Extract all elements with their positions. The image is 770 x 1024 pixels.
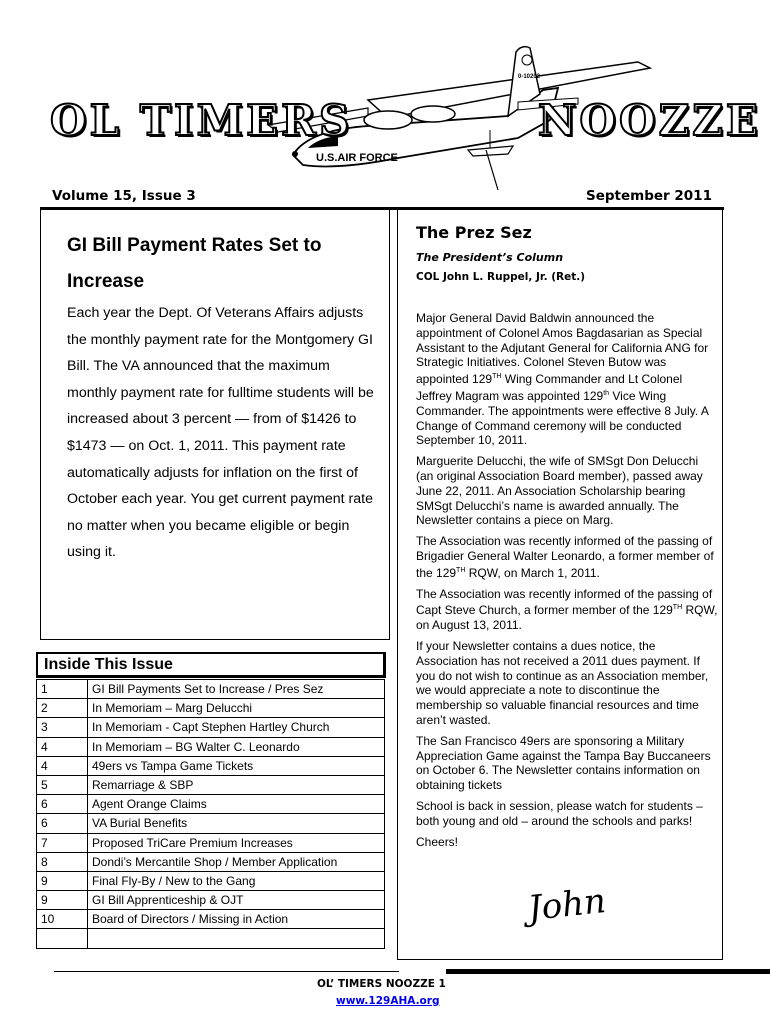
prez-paragraph: Cheers!: [416, 834, 459, 849]
toc-row: [37, 929, 385, 948]
toc-page-number: 1: [37, 680, 88, 699]
toc-entry-title: [88, 929, 385, 948]
toc-row: [37, 795, 385, 814]
toc-page-number: 6: [37, 814, 88, 833]
aircraft-marking: U.S.AIR FORCE: [316, 152, 398, 164]
article-title: GI Bill Payment Rates Set to Increase: [67, 235, 322, 292]
prez-paragraph: The Association was recently informed of the passing of Capt Steve Church, a former member of the 129TH RQW, on August 13, 2011.: [416, 586, 718, 633]
toc-entry-title: 49ers vs Tampa Game Tickets: [88, 756, 385, 775]
toc-page-number: 7: [37, 833, 88, 852]
toc-entry-title: GI Bill Payments Set to Increase / Pres Sez: [88, 680, 385, 699]
toc-entry-title: Final Fly-By / New to the Gang: [88, 871, 385, 890]
volume-issue: Volume 15, Issue 3: [52, 188, 196, 204]
toc-row: [37, 910, 385, 929]
toc-entry-title: Board of Directors / Missing in Action: [88, 910, 385, 929]
toc-row: [37, 814, 385, 833]
toc-row: [37, 699, 385, 718]
toc-row: [37, 775, 385, 794]
footer-page-label: OL’ TIMERS NOOZZE 1: [317, 978, 446, 990]
toc-entry-title: In Memoriam – Marg Delucchi: [88, 699, 385, 718]
toc-row: [37, 737, 385, 756]
signature: John: [526, 881, 608, 929]
prez-paragraph: Marguerite Delucchi, the wife of SMSgt Don Delucchi (an original Association Board member), passed away June 22, 2011. An Association Scholarship bearing SMSgt Delucchi’s name is awarded annually. The Newsletter contains a piece on Marg.: [416, 454, 703, 528]
footer-rule: [54, 969, 716, 973]
toc-page-number: 2: [37, 699, 88, 718]
toc-entry-title: Remarriage & SBP: [88, 775, 385, 794]
prez-paragraph: The San Francisco 49ers are sponsoring a Military Appreciation Game against the Tampa Bay Buccaneers on October 6. The Newsletter contains information on obtaining tickets: [416, 733, 711, 793]
prez-subtitle: The President’s Column: [416, 251, 564, 264]
toc-row: [37, 718, 385, 737]
prez-paragraph: If your Newsletter contains a dues notice, the Association has not received a 2011 dues payment. If you do not wish to continue as an Association member, we would appreciate a note to discontinue the membership so valuable financial resources and time aren’t wasted.: [416, 638, 709, 727]
prez-paragraph: The Association was recently informed of the passing of Brigadier General Walter Leonardo, a former member of the 129TH RQW, on March 1, 2011.: [416, 534, 714, 580]
toc-page-number: 8: [37, 852, 88, 871]
masthead-title-left: OL TIMERS: [50, 96, 353, 145]
toc-row: [37, 871, 385, 890]
toc-page-number: 5: [37, 775, 88, 794]
toc-row: [37, 833, 385, 852]
toc-page-number: 10: [37, 910, 88, 929]
toc-row: [37, 756, 385, 775]
toc-page-number: [37, 929, 88, 948]
article-body: Each year the Dept. Of Veterans Affairs adjusts the monthly payment rate for the Montgomery GI Bill. The VA announced that the maximum monthly payment rate for fulltime students will be increased about 3 percent — from of $1426 to $1473 — on Oct. 1, 2011. This payment rate automatically adjusts for inflation on the first of October each year. You get current payment rate no matter when you became eligible or begin using it.: [67, 305, 374, 561]
toc-row: [37, 891, 385, 910]
toc-page-number: 6: [37, 795, 88, 814]
prez-paragraph: Major General David Baldwin announced the appointment of Colonel Amos Bagdasarian as Special Assistant to the Adjutant General for California ANG for Strategic Initiatives. Colonel Steven Butow was appointed 129TH Wing Commander and Lt Colonel Jeffrey Magram was appointed 129th Vice Wing Commander. The appointments were effective 8 July. A Change of Command ceremony will be conducted September 10, 2011.: [416, 311, 709, 448]
prez-body: [416, 311, 718, 855]
toc-entry-title: Proposed TriCare Premium Increases: [88, 833, 385, 852]
prez-paragraph: School is back in session, please watch for students – both young and old – around the schools and parks!: [416, 798, 703, 828]
prez-author: COL John L. Ruppel, Jr. (Ret.): [416, 271, 586, 283]
toc-entry-title: In Memoriam - Capt Stephen Hartley Church: [88, 718, 385, 737]
toc-page-number: 4: [37, 756, 88, 775]
prez-title: The Prez Sez: [416, 223, 532, 242]
masthead: [38, 30, 761, 190]
toc-entry-title: In Memoriam – BG Walter C. Leonardo: [88, 737, 385, 756]
toc-page-number: 4: [37, 737, 88, 756]
toc-page-number: 9: [37, 871, 88, 890]
footer-website-link[interactable]: www.129AHA.org: [336, 995, 440, 1007]
toc-entry-title: GI Bill Apprenticeship & OJT: [88, 891, 385, 910]
toc-page-number: 9: [37, 891, 88, 910]
issue-date: September 2011: [586, 188, 712, 204]
inside-this-issue-heading: Inside This Issue: [36, 652, 386, 678]
toc-entry-title: Agent Orange Claims: [88, 795, 385, 814]
toc-entry-title: VA Burial Benefits: [88, 814, 385, 833]
masthead-title-right: NOOZZE: [538, 96, 761, 145]
toc-entry-title: Dondi’s Mercantile Shop / Member Application: [88, 852, 385, 871]
tail-number: 0-10202: [518, 74, 541, 80]
toc-row: [37, 680, 385, 699]
table-of-contents: [36, 679, 385, 949]
toc-row: [37, 852, 385, 871]
toc-page-number: 3: [37, 718, 88, 737]
